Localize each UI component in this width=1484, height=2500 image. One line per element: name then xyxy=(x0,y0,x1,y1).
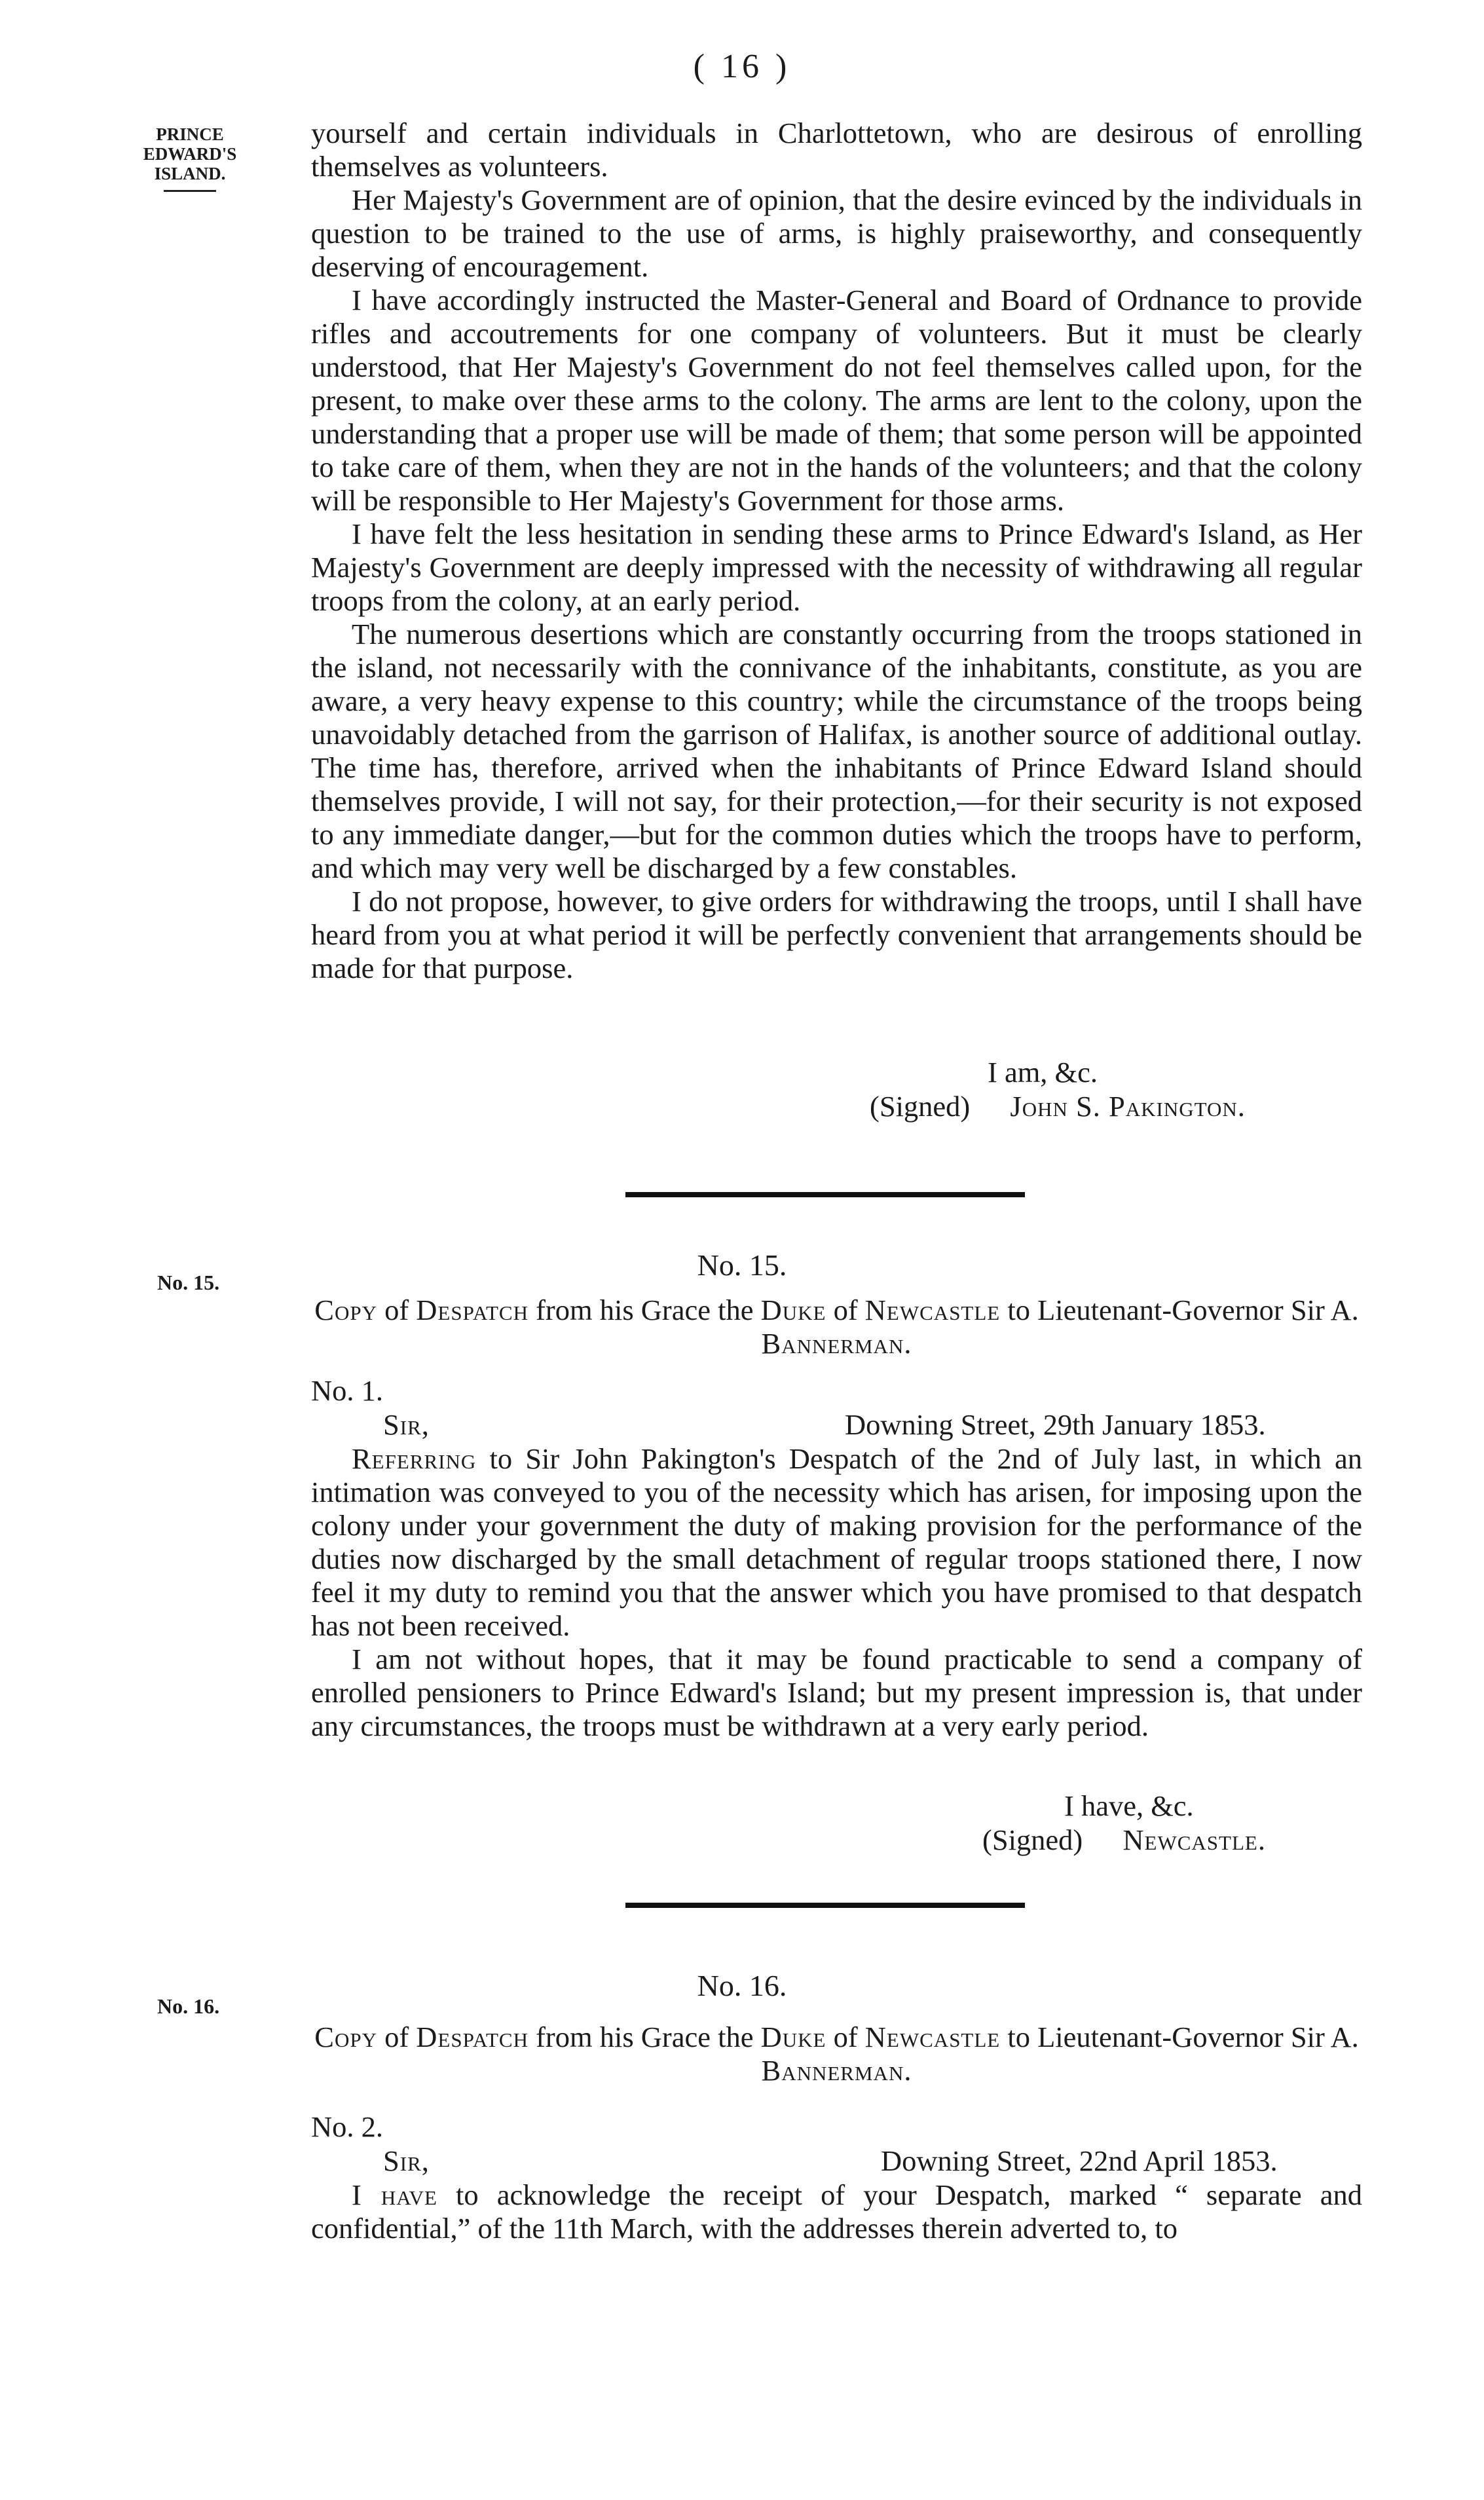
despatch-paragraph xyxy=(311,2178,1362,2245)
margin-note-prince-edwards-island xyxy=(105,124,275,192)
despatch-number: No. 2. xyxy=(311,2110,384,2143)
title-copy: Copy xyxy=(314,2021,377,2053)
despatch-closing: I have, &c. xyxy=(1064,1789,1194,1822)
letter-paragraph: yourself and certain individuals in Charlottetown, who are desirous of enrolling themselves as volunteers. xyxy=(311,117,1362,183)
section-divider xyxy=(625,1903,1025,1908)
letter-paragraph: I have felt the less hesitation in sending these arms to Prince Edward's Island, as Her Majesty's Government are deeply impressed with the necessity of withdrawing all regular troops from the colony, at an early period. xyxy=(311,517,1362,617)
title-text: from his Grace the xyxy=(528,1294,761,1326)
title-text: of xyxy=(377,1294,417,1326)
title-bannerman: Bannerman. xyxy=(761,1327,912,1360)
margin-note-line: EDWARD'S xyxy=(143,144,237,164)
margin-note-line: ISLAND. xyxy=(154,164,226,183)
signature-name: John S. Pakington. xyxy=(1010,1090,1246,1123)
despatch-title xyxy=(311,2021,1362,2087)
letter-closing: I am, &c. xyxy=(988,1056,1098,1089)
paragraph-lead: Referring xyxy=(352,1442,477,1475)
title-newcastle: Newcastle xyxy=(864,1294,1001,1326)
title-duke: Duke xyxy=(760,1294,826,1326)
margin-note-line: PRINCE xyxy=(156,124,224,144)
title-despatch: Despatch xyxy=(416,2021,529,2053)
page-number: ( 16 ) xyxy=(693,48,791,85)
despatch-body xyxy=(311,2178,1362,2245)
letter-paragraph: Her Majesty's Government are of opinion, that the desire evinced by the individuals in question to be trained to the use of arms, is highly praiseworthy, and consequently deserving of encouragement. xyxy=(311,183,1362,283)
title-bannerman: Bannerman. xyxy=(761,2054,912,2087)
letter-paragraph: The numerous desertions which are constantly occurring from the troops stationed in the island, not necessarily with the connivance of the inhabitants, constitute, as you are aware, a very heavy expense to this country; while the circumstance of the troops being unavoidably detached from the garrison of Halifax, is another source of additional outlay. The time has, therefore, arrived when the inhabitants of Prince Edward Island should themselves provide, I will not say, for their protection,—for their security is not exposed to any immediate danger,—but for the common duties which the troops have to perform, and which may very well be discharged by a few constables. xyxy=(311,618,1362,884)
despatch-signature-block xyxy=(982,1823,1266,1857)
title-text: from his Grace the xyxy=(528,2021,761,2053)
letter-paragraph: I have accordingly instructed the Master-General and Board of Ordnance to provide rifles and accoutrements for one company of volunteers. But it must be clearly understood, that Her Majesty's Government do not feel themselves called upon, for the present, to make over these arms to the colony. The arms are lent to the colony, upon the understanding that a proper use will be made of them; that some person will be appointed to take care of them, when they are not in the hands of the volunteers; and that the colony will be responsible to Her Majesty's Government for those arms. xyxy=(311,284,1362,517)
title-despatch: Despatch xyxy=(416,1294,529,1326)
despatch-title xyxy=(311,1294,1362,1360)
signed-label: (Signed) xyxy=(870,1090,971,1123)
title-text: to Lieutenant-Governor Sir A. xyxy=(1000,2021,1359,2053)
despatch-paragraph: I am not without hopes, that it may be found practicable to send a company of enrolled pensioners to Prince Edward's Island; but my present impression is, that under any circumstances, the troops must be withdrawn at a very early period. xyxy=(311,1643,1362,1742)
margin-note-rule xyxy=(164,190,216,192)
letter-signature-block xyxy=(870,1090,1246,1123)
despatch-number: No. 1. xyxy=(311,1374,384,1407)
title-duke: Duke xyxy=(760,2021,826,2053)
margin-number-16: No. 16. xyxy=(157,1994,220,2018)
letter-body xyxy=(311,117,1362,985)
dateline: Downing Street, 29th January 1853. xyxy=(845,1408,1266,1441)
despatch-body xyxy=(311,1442,1362,1743)
title-newcastle: Newcastle xyxy=(864,2021,1001,2053)
paragraph-lead: I have xyxy=(352,2178,437,2211)
title-text: to Lieutenant-Governor Sir A. xyxy=(1000,1294,1359,1326)
salutation: Sir, xyxy=(383,2144,430,2177)
despatch-heading: No. 15. xyxy=(697,1248,787,1282)
paragraph-text: to acknowledge the receipt of your Despatch, marked “ separate and confidential,” of the 11th March, with the addresses therein adverted to, to xyxy=(311,2178,1362,2245)
salutation: Sir, xyxy=(383,1408,430,1441)
margin-number-15: No. 15. xyxy=(157,1271,220,1294)
letter-paragraph: I do not propose, however, to give orders for withdrawing the troops, until I shall have heard from you at what period it will be perfectly convenient that arrangements should be made for that purpose. xyxy=(311,885,1362,984)
dateline: Downing Street, 22nd April 1853. xyxy=(881,2144,1278,2177)
title-copy: Copy xyxy=(314,1294,377,1326)
signature-name: Newcastle. xyxy=(1122,1823,1266,1856)
signed-label: (Signed) xyxy=(982,1823,1083,1856)
despatch-heading: No. 16. xyxy=(697,1969,787,2002)
title-text: of xyxy=(826,1294,865,1326)
title-text: of xyxy=(377,2021,417,2053)
section-divider xyxy=(625,1192,1025,1197)
paragraph-text: to Sir John Pakington's Despatch of the 2nd of July last, in which an intimation was conveyed to you of the necessity which has arisen, for imposing upon the colony under your government the duty of making provision for the performance of the duties now discharged by the small detachment of regular troops stationed there, I now feel it my duty to remind you that the answer which you have promised to that despatch has not been received. xyxy=(311,1442,1362,1642)
despatch-paragraph xyxy=(311,1442,1362,1643)
title-text: of xyxy=(826,2021,865,2053)
